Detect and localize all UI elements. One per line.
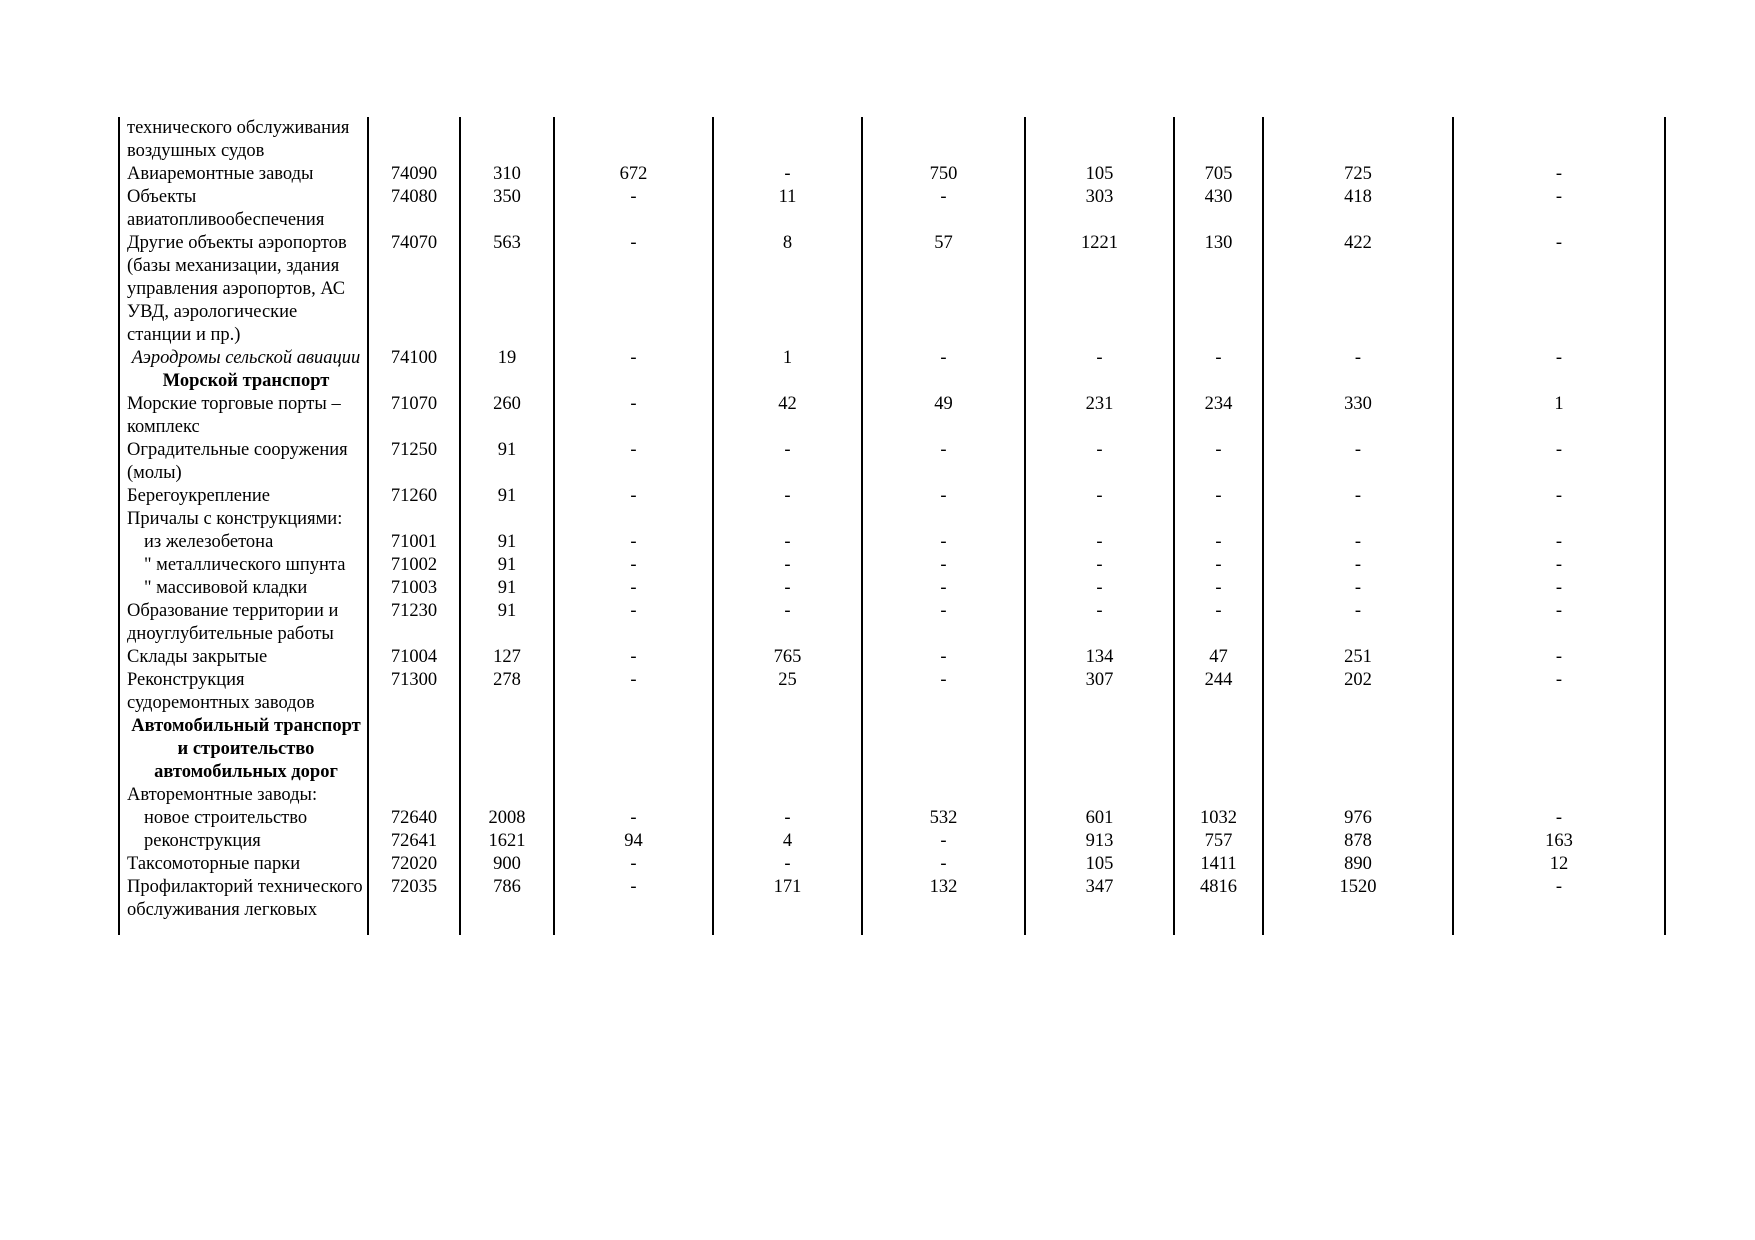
row-label: Оградительные сооружения (молы) (119, 439, 368, 485)
table-cell: - (554, 531, 713, 554)
table-cell: - (713, 577, 862, 600)
table-cell: 231 (1025, 393, 1174, 439)
table-cell: - (1453, 600, 1665, 646)
table-cell: 72020 (368, 853, 460, 876)
row-label: Профилакторий технического обслуживания легковых (119, 876, 368, 922)
table-cell: 4816 (1174, 876, 1263, 922)
table-cell: 705 (1174, 163, 1263, 186)
table-cell: - (1263, 600, 1453, 646)
table-row (119, 600, 1665, 646)
table-cell: 91 (460, 554, 554, 577)
table-cell (1025, 117, 1174, 163)
row-label: " металлического шпунта (119, 554, 368, 577)
row-label: технического обслуживания воздушных судов (119, 117, 368, 163)
table-cell (1453, 370, 1665, 393)
table-cell: - (713, 853, 862, 876)
table-cell: - (1174, 439, 1263, 485)
table-cell: - (1453, 577, 1665, 600)
table-cell: 49 (862, 393, 1025, 439)
table-cell (713, 784, 862, 807)
table-cell: 750 (862, 163, 1025, 186)
row-label: Аэродромы сельской авиации (119, 347, 368, 370)
table-body (119, 117, 1665, 935)
table-row (119, 232, 1665, 347)
table-cell: 91 (460, 485, 554, 508)
table-cell: 234 (1174, 393, 1263, 439)
spacer-cell (368, 922, 460, 935)
table-cell: 350 (460, 186, 554, 232)
table-cell (460, 715, 554, 784)
table-cell (554, 508, 713, 531)
table-cell: 310 (460, 163, 554, 186)
table-cell: - (862, 646, 1025, 669)
table-cell: 1221 (1025, 232, 1174, 347)
table-cell: - (862, 347, 1025, 370)
table-cell: 532 (862, 807, 1025, 830)
table-cell: 132 (862, 876, 1025, 922)
table-cell (368, 508, 460, 531)
table-cell: 900 (460, 853, 554, 876)
table-cell (1025, 784, 1174, 807)
table-row (119, 347, 1665, 370)
spacer-cell (1263, 922, 1453, 935)
table-cell: 1411 (1174, 853, 1263, 876)
table-cell (368, 117, 460, 163)
table-cell: - (1263, 485, 1453, 508)
row-label: Морской транспорт (119, 370, 368, 393)
table-cell (1174, 370, 1263, 393)
table-cell (554, 117, 713, 163)
table-cell: - (554, 646, 713, 669)
table-cell: 74080 (368, 186, 460, 232)
table-cell: - (1263, 439, 1453, 485)
table-cell: - (713, 163, 862, 186)
table-cell (862, 117, 1025, 163)
table-cell: 47 (1174, 646, 1263, 669)
table-cell: - (1174, 485, 1263, 508)
table-cell: - (1174, 554, 1263, 577)
table-cell: 2008 (460, 807, 554, 830)
table-cell (713, 117, 862, 163)
table-cell (1453, 508, 1665, 531)
table-bottom-spacer (119, 922, 1665, 935)
spacer-cell (1025, 922, 1174, 935)
table-row (119, 163, 1665, 186)
table-cell: 71260 (368, 485, 460, 508)
table-cell: 163 (1453, 830, 1665, 853)
table-cell (1263, 117, 1453, 163)
table-cell: - (1263, 531, 1453, 554)
table-row (119, 370, 1665, 393)
table-cell: 601 (1025, 807, 1174, 830)
row-label: Морские торговые порты – комплекс (119, 393, 368, 439)
table-cell: 25 (713, 669, 862, 715)
table-cell: 12 (1453, 853, 1665, 876)
table-cell (1453, 117, 1665, 163)
row-label: из железобетона (119, 531, 368, 554)
table-cell (713, 370, 862, 393)
table-cell: - (1453, 646, 1665, 669)
table-cell (1263, 715, 1453, 784)
table-cell: 878 (1263, 830, 1453, 853)
table-cell: 42 (713, 393, 862, 439)
table-cell: - (1174, 577, 1263, 600)
row-label: Автомобильный транспорт и строительство автомобильных дорог (119, 715, 368, 784)
table-cell: 1520 (1263, 876, 1453, 922)
table-cell: 91 (460, 531, 554, 554)
table-cell: - (1453, 876, 1665, 922)
table-cell: - (862, 853, 1025, 876)
table-cell (1263, 370, 1453, 393)
table-cell: 1 (713, 347, 862, 370)
table-cell: - (1174, 600, 1263, 646)
row-label: Образование территории и дноуглубительные работы (119, 600, 368, 646)
table-row (119, 669, 1665, 715)
table-cell: 134 (1025, 646, 1174, 669)
table-cell: - (1025, 485, 1174, 508)
table-row (119, 830, 1665, 853)
row-label: Берегоукрепление (119, 485, 368, 508)
table-cell: 976 (1263, 807, 1453, 830)
table-cell (862, 508, 1025, 531)
table-cell: - (554, 853, 713, 876)
table-cell: 260 (460, 393, 554, 439)
table-cell: - (862, 830, 1025, 853)
table-cell: - (862, 669, 1025, 715)
table-cell (862, 715, 1025, 784)
table-cell: - (554, 577, 713, 600)
table-cell: - (1453, 485, 1665, 508)
table-cell: - (1025, 554, 1174, 577)
table-cell: - (554, 807, 713, 830)
table-cell: 94 (554, 830, 713, 853)
row-label: Авиаремонтные заводы (119, 163, 368, 186)
table-cell: - (1453, 439, 1665, 485)
table-cell: - (1453, 163, 1665, 186)
table-cell: 202 (1263, 669, 1453, 715)
row-label: Реконструкция судоремонтных заводов (119, 669, 368, 715)
table-cell: 57 (862, 232, 1025, 347)
table-cell: 74070 (368, 232, 460, 347)
table-cell: - (713, 439, 862, 485)
spacer-cell (554, 922, 713, 935)
table-cell: 244 (1174, 669, 1263, 715)
table-cell: - (1453, 531, 1665, 554)
spacer-cell (1174, 922, 1263, 935)
table-cell (1025, 508, 1174, 531)
table-cell: - (713, 600, 862, 646)
table-cell: - (862, 485, 1025, 508)
table-cell: 91 (460, 439, 554, 485)
table-row (119, 876, 1665, 922)
table-cell: - (862, 577, 1025, 600)
table-cell: - (713, 485, 862, 508)
table-cell (460, 784, 554, 807)
table-cell (460, 370, 554, 393)
table-cell (862, 370, 1025, 393)
table-cell: - (1025, 577, 1174, 600)
table-cell: 105 (1025, 853, 1174, 876)
table-cell: - (1174, 531, 1263, 554)
table-cell: - (554, 485, 713, 508)
table-cell (460, 508, 554, 531)
table-cell: 71003 (368, 577, 460, 600)
table-cell (554, 370, 713, 393)
spacer-cell (460, 922, 554, 935)
table-row (119, 439, 1665, 485)
table-cell: 430 (1174, 186, 1263, 232)
table-cell: 757 (1174, 830, 1263, 853)
table-cell (1174, 715, 1263, 784)
row-label: Таксомоторные парки (119, 853, 368, 876)
table-cell: 330 (1263, 393, 1453, 439)
table-cell: - (554, 186, 713, 232)
row-label: Склады закрытые (119, 646, 368, 669)
table-cell: - (1453, 807, 1665, 830)
data-table (118, 117, 1666, 935)
table-row (119, 577, 1665, 600)
table-cell: - (862, 554, 1025, 577)
table-cell (1174, 117, 1263, 163)
table-cell: 71001 (368, 531, 460, 554)
table-row (119, 531, 1665, 554)
table-cell: 71300 (368, 669, 460, 715)
table-cell: 72641 (368, 830, 460, 853)
table-cell: - (1025, 439, 1174, 485)
table-row (119, 646, 1665, 669)
table-cell: - (1453, 669, 1665, 715)
spacer-cell (119, 922, 368, 935)
table-cell: - (713, 554, 862, 577)
table-cell: 1621 (460, 830, 554, 853)
table-cell: 19 (460, 347, 554, 370)
table-cell: - (554, 600, 713, 646)
table-row (119, 807, 1665, 830)
table-cell: 72640 (368, 807, 460, 830)
table-cell: 563 (460, 232, 554, 347)
table-cell: - (1453, 186, 1665, 232)
table-cell (862, 784, 1025, 807)
table-cell (713, 508, 862, 531)
table-cell: 71230 (368, 600, 460, 646)
table-cell (1025, 370, 1174, 393)
table-cell (1263, 508, 1453, 531)
table-cell: 1032 (1174, 807, 1263, 830)
table-cell: - (554, 554, 713, 577)
table-cell (1174, 508, 1263, 531)
table-cell (368, 784, 460, 807)
table-cell: 130 (1174, 232, 1263, 347)
table-cell: - (554, 669, 713, 715)
table-cell (1263, 784, 1453, 807)
table-cell: 74090 (368, 163, 460, 186)
table-cell: 890 (1263, 853, 1453, 876)
table-cell: - (1025, 600, 1174, 646)
row-label: Причалы с конструкциями: (119, 508, 368, 531)
table-cell (368, 715, 460, 784)
table-cell: - (862, 186, 1025, 232)
table-cell: 71004 (368, 646, 460, 669)
table-cell (460, 117, 554, 163)
table-page (118, 117, 1664, 935)
table-cell: - (1025, 531, 1174, 554)
table-cell: 1 (1453, 393, 1665, 439)
table-cell: - (862, 439, 1025, 485)
table-cell: - (1453, 554, 1665, 577)
table-cell: 105 (1025, 163, 1174, 186)
table-cell: 422 (1263, 232, 1453, 347)
row-label: Другие объекты аэропортов (базы механизации, здания управления аэропортов, АС УВД, аэрологические станции и пр.) (119, 232, 368, 347)
table-row (119, 117, 1665, 163)
table-cell: 765 (713, 646, 862, 669)
table-row (119, 186, 1665, 232)
row-label: Объекты авиатопливообеспечения (119, 186, 368, 232)
table-cell: 418 (1263, 186, 1453, 232)
row-label: реконструкция (119, 830, 368, 853)
table-cell: - (713, 807, 862, 830)
table-cell (713, 715, 862, 784)
table-row (119, 784, 1665, 807)
table-row (119, 485, 1665, 508)
table-row (119, 393, 1665, 439)
table-cell: 91 (460, 577, 554, 600)
table-cell: 71250 (368, 439, 460, 485)
table-row (119, 508, 1665, 531)
table-cell: 127 (460, 646, 554, 669)
table-cell: 251 (1263, 646, 1453, 669)
table-cell (1025, 715, 1174, 784)
spacer-cell (862, 922, 1025, 935)
table-cell: - (862, 600, 1025, 646)
table-cell: 307 (1025, 669, 1174, 715)
table-cell: - (1263, 347, 1453, 370)
table-cell: 11 (713, 186, 862, 232)
row-label: Авторемонтные заводы: (119, 784, 368, 807)
table-cell: - (554, 347, 713, 370)
table-cell (1453, 715, 1665, 784)
table-cell: - (1174, 347, 1263, 370)
table-cell: 71002 (368, 554, 460, 577)
row-label: " массивовой кладки (119, 577, 368, 600)
table-cell (554, 715, 713, 784)
table-cell: 72035 (368, 876, 460, 922)
table-cell: - (554, 232, 713, 347)
table-cell: 913 (1025, 830, 1174, 853)
spacer-cell (1453, 922, 1665, 935)
table-cell: - (1263, 554, 1453, 577)
table-cell: 74100 (368, 347, 460, 370)
table-cell: 725 (1263, 163, 1453, 186)
table-cell: 171 (713, 876, 862, 922)
table-cell (1174, 784, 1263, 807)
table-cell: - (713, 531, 862, 554)
table-cell: 91 (460, 600, 554, 646)
table-row (119, 853, 1665, 876)
table-cell: - (1263, 577, 1453, 600)
table-cell: - (1453, 232, 1665, 347)
table-row (119, 715, 1665, 784)
table-cell: 786 (460, 876, 554, 922)
table-cell: - (554, 393, 713, 439)
table-cell (554, 784, 713, 807)
table-cell: - (862, 531, 1025, 554)
table-cell: - (554, 876, 713, 922)
table-cell: 278 (460, 669, 554, 715)
spacer-cell (713, 922, 862, 935)
table-cell (368, 370, 460, 393)
table-cell (1453, 784, 1665, 807)
table-cell: - (1025, 347, 1174, 370)
table-cell: 8 (713, 232, 862, 347)
table-cell: 71070 (368, 393, 460, 439)
table-row (119, 554, 1665, 577)
table-cell: 303 (1025, 186, 1174, 232)
table-cell: 347 (1025, 876, 1174, 922)
row-label: новое строительство (119, 807, 368, 830)
table-cell: 4 (713, 830, 862, 853)
table-cell: - (554, 439, 713, 485)
table-cell: 672 (554, 163, 713, 186)
table-cell: - (1453, 347, 1665, 370)
